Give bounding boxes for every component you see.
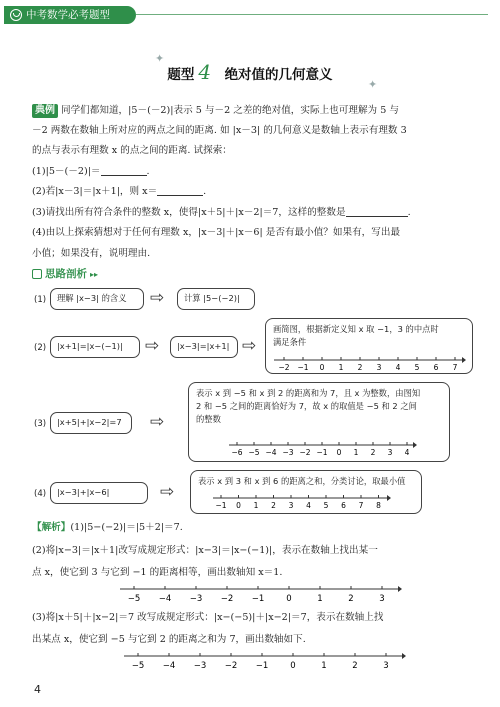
tick-label: −6 — [231, 448, 243, 457]
title-text: 绝对值的几何意义 — [224, 67, 333, 83]
step-box: |x−3|+|x−6| — [50, 482, 148, 504]
question-4-cont: 小值；如果没有，说明理由. — [32, 248, 151, 259]
tick-label: 2 — [271, 501, 276, 510]
tick-label: 3 — [383, 661, 389, 670]
question-1: (1)|5－(－2)|＝ . — [32, 166, 150, 177]
step-box: 计算 |5−(−2)| — [177, 288, 255, 310]
question-3: (3)请找出所有符合条件的整数 x，使得|x＋5|＋|x－2|＝7，这样的整数是 . — [32, 207, 411, 218]
tick-label: 2 — [348, 594, 354, 603]
arrow-right-icon: ⇨ — [160, 482, 175, 502]
tick-label: 1 — [317, 594, 323, 603]
solution-line-1: 【解析】(1)|5−(−2)|＝|5＋2|＝7. — [32, 522, 183, 533]
answer-blank[interactable] — [157, 186, 203, 196]
tick-label: 3 — [379, 594, 385, 603]
sparkle-icon: ✦ — [368, 78, 378, 91]
solution-line-2: (2)将|x−3|＝|x＋1|改写成规定形式：|x−3|＝|x−(−1)|，表示在数轴上找出某一 — [32, 545, 378, 556]
header-banner — [4, 6, 136, 24]
step-box: 理解 |x−3| 的含义 — [50, 288, 144, 310]
tick-label: −1 — [316, 448, 328, 457]
tick-label: −5 — [248, 448, 260, 457]
tick-label: 4 — [395, 363, 401, 372]
tick-label: 6 — [433, 363, 439, 372]
step-box: |x−3|=|x+1| — [170, 336, 238, 358]
number-line — [227, 441, 417, 457]
tick-label: 0 — [336, 448, 342, 457]
tick-label: 8 — [376, 501, 381, 510]
book-logo-icon — [10, 9, 22, 21]
header-tag-text: 中考数学必考题型 — [26, 8, 110, 21]
row-number: (1) — [34, 295, 47, 305]
tick-label: −3 — [193, 661, 207, 670]
tick-label: −4 — [158, 594, 172, 603]
arrow-right-icon: ⇨ — [150, 412, 165, 432]
answer-blank[interactable] — [346, 207, 408, 217]
tick-label: −2 — [278, 363, 290, 372]
tick-label: 1 — [253, 501, 259, 510]
step-box: |x+1|=|x−(−1)| — [50, 336, 140, 358]
answer-blank[interactable] — [101, 166, 147, 176]
tick-label: −4 — [162, 661, 176, 670]
tick-label: 2 — [357, 363, 363, 372]
tick-label: 2 — [352, 661, 358, 670]
step-box-detail: 表示 x 到 3 和 x 到 6 的距离之和，分类讨论，取最小值 −1 0 1 2 3 4 5 6 7 8 — [190, 470, 422, 514]
example-tag: 典例 — [32, 104, 58, 118]
tick-label: 0 — [236, 501, 241, 510]
number-line — [211, 494, 391, 510]
tick-label: 1 — [338, 363, 344, 372]
tick-label: 0 — [286, 594, 292, 603]
magnifier-icon — [32, 269, 42, 279]
tick-label: 4 — [404, 448, 410, 457]
row-number: (4) — [34, 489, 47, 499]
tick-label: 3 — [376, 363, 382, 372]
tick-label: 7 — [452, 363, 458, 372]
tick-label: −1 — [297, 363, 309, 372]
tick-label: 2 — [370, 448, 376, 457]
arrow-right-icon: ⇨ — [150, 288, 165, 308]
title-number: 4 — [198, 60, 212, 84]
tick-label: 3 — [288, 501, 294, 510]
title-prefix: 题型 — [167, 67, 195, 83]
tick-label: −1 — [251, 594, 265, 603]
tick-label: −1 — [215, 501, 227, 510]
solution-line-3: 点 x，使它到 3 与它到 −1 的距离相等，画出数轴知 x＝1. — [32, 567, 283, 578]
sparkle-icon: ✦ — [155, 52, 165, 65]
tick-label: −5 — [127, 594, 141, 603]
analysis-heading: 思路剖析 ▸▸ — [32, 268, 98, 281]
tick-label: 4 — [306, 501, 311, 510]
page-number: 4 — [34, 683, 41, 696]
solution-number-line — [124, 652, 406, 670]
tick-label: −4 — [265, 448, 277, 457]
tick-label: −3 — [189, 594, 203, 603]
tick-label: 1 — [321, 661, 327, 670]
tick-label: −2 — [299, 448, 311, 457]
tick-label: −3 — [282, 448, 294, 457]
tick-label: 7 — [358, 501, 364, 510]
tick-label: 5 — [323, 501, 329, 510]
tick-label: 3 — [387, 448, 393, 457]
example-line-3: 的点与表示有理数 x 的点之间的距离. 试探索： — [32, 145, 232, 156]
tick-label: 0 — [319, 363, 325, 372]
row-number: (3) — [34, 419, 47, 429]
arrow-right-icon: ⇨ — [145, 336, 160, 356]
example-text: 同学们都知道，|5－(－2)|表示 5 与－2 之差的绝对值，实际上也可理解为 5 与 — [61, 105, 399, 116]
tick-label: 1 — [353, 448, 359, 457]
tick-label: 6 — [341, 501, 346, 510]
number-line — [272, 356, 466, 372]
solution-tag: 【解析】 — [32, 522, 71, 533]
tick-label: −2 — [220, 594, 234, 603]
tick-label: −5 — [131, 661, 145, 670]
tick-label: −2 — [224, 661, 238, 670]
example-line-2: －2 两数在数轴上所对应的两点之间的距离. 如 |x－3| 的几何意义是数轴上表示有理数 3 — [32, 125, 407, 136]
tick-label: 0 — [290, 661, 296, 670]
step-box-detail: 画简图，根据新定义知 x 取 −1，3 的中点时 满足条件 −2 −1 0 1 2 3 4 5 6 7 — [265, 318, 473, 374]
solution-line-5: 出某点 x，使它到 −5 与它到 2 的距离之和为 7，画出数轴如下. — [32, 634, 306, 645]
step-box: |x+5|+|x−2|=7 — [50, 412, 132, 434]
header-rule — [136, 14, 488, 15]
arrow-right-icon: ⇨ — [242, 336, 257, 356]
question-4: (4)由以上探索猜想对于任何有理数 x，|x－3|＋|x－6| 是否有最小值？如果有，写出最 — [32, 227, 401, 238]
example-line-1 — [32, 104, 399, 118]
row-number: (2) — [34, 343, 47, 353]
solution-number-line — [120, 585, 402, 603]
page-title — [0, 60, 500, 84]
double-arrow-icon: ▸▸ — [90, 269, 99, 279]
step-box-detail: 表示 x 到 −5 和 x 到 2 的距离和为 7，且 x 为整数，由图知 2 和 −5 之间的距离恰好为 7，故 x 的取值是 −5 和 2 之间 的整数 −6 −5 −4 −3 −2 −1 0 1 2 3 4 — [188, 382, 450, 462]
question-2: (2)若|x－3|＝|x＋1|，则 x＝ . — [32, 186, 207, 197]
tick-label: −1 — [255, 661, 269, 670]
tick-label: 5 — [414, 363, 420, 372]
solution-line-4: (3)将|x＋5|＋|x−2|＝7 改写成规定形式：|x−(−5)|＋|x−2|＝7，表示在数轴上找 — [32, 612, 384, 623]
